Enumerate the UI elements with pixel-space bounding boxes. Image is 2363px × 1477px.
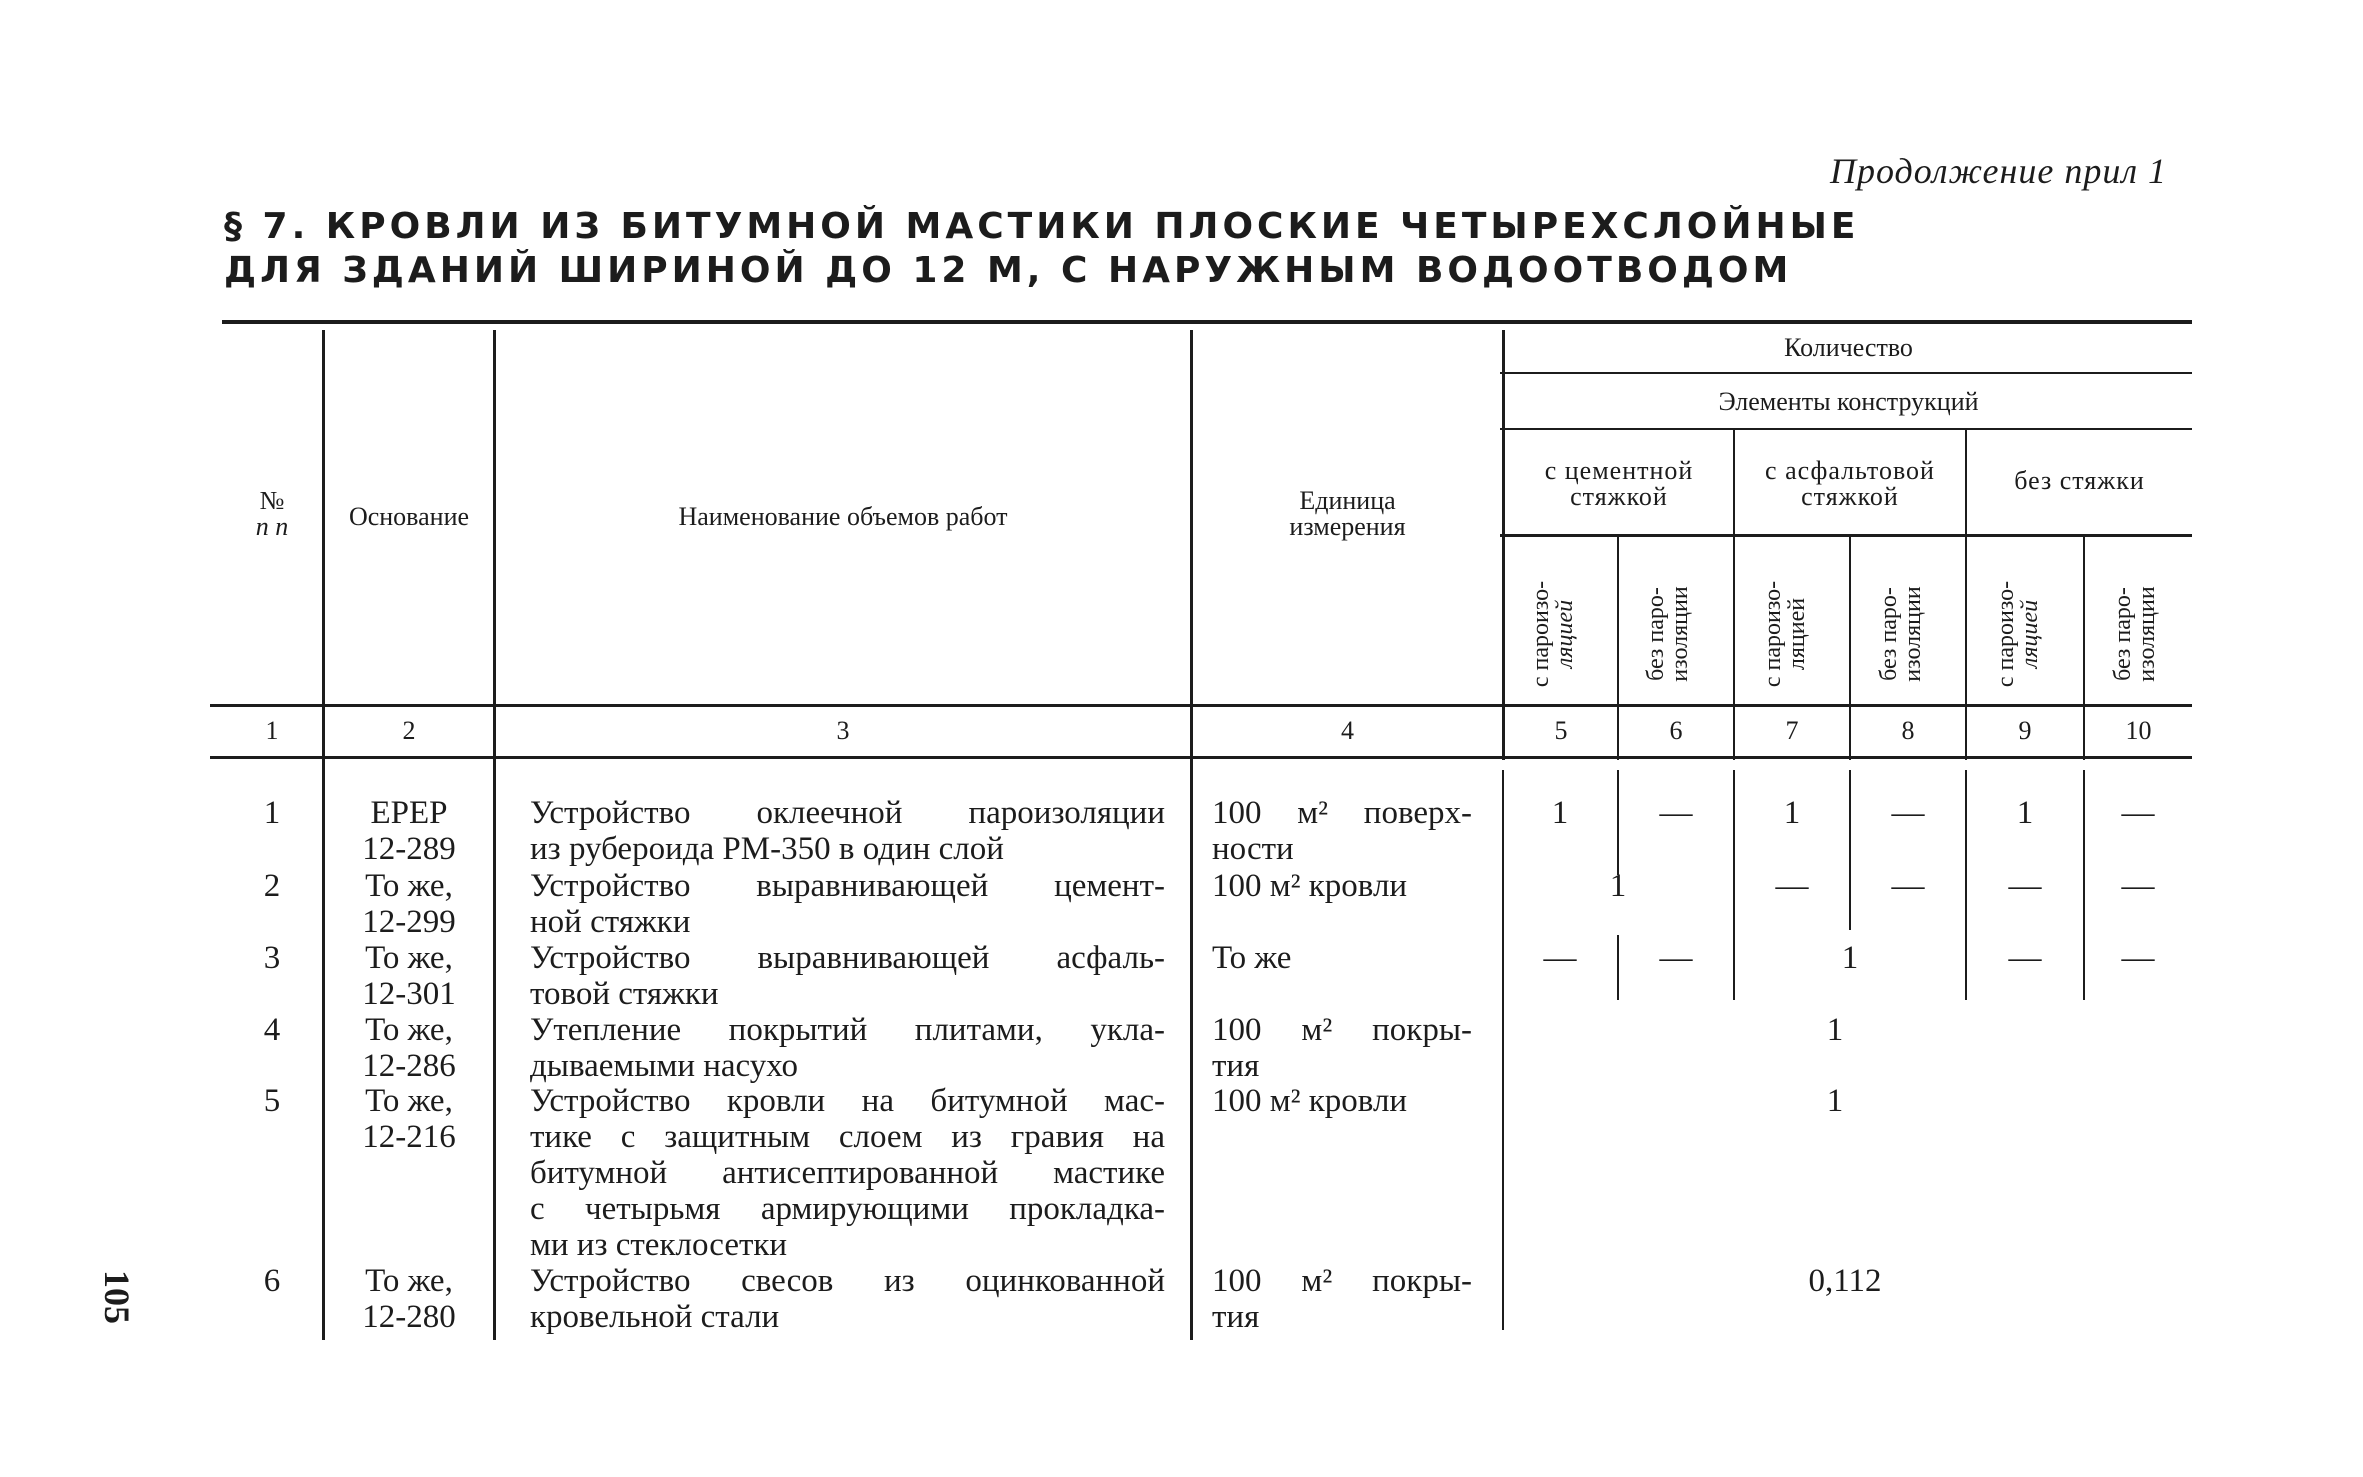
continuation-label: Продолжение прил 1 [1830, 151, 2168, 191]
header-no: № п п [255, 486, 289, 541]
section-title-line-2: ДЛЯ ЗДАНИЙ ШИРИНОЙ ДО 12 М, С НАРУЖНЫМ ВОДООТВОДОМ [224, 250, 1793, 291]
row-number: 4 [263, 1012, 281, 1048]
subheader-col-7: с пароизо- ляцией [1760, 580, 1810, 688]
vline-col-1-2 [322, 330, 325, 1340]
subheader-col-8: без паро- изоляции [1876, 586, 1926, 682]
value-c8: — [1891, 795, 1925, 831]
value-merged-all: 1 [1826, 1083, 1844, 1119]
rule-under-quantity [1500, 372, 2192, 374]
body-vline-c5-6-a [1617, 770, 1619, 875]
subheader-col-5: с пароизо- ляцией [1528, 580, 1578, 688]
col-number-10: 10 [2125, 716, 2152, 745]
rule-under-groups [1500, 534, 2192, 537]
header-group-cement: с цементной стяжкой [1544, 456, 1694, 511]
row-name: Устройство оклеечной пароизоляции из рубероида РМ-350 в один слой [530, 795, 1165, 867]
value-c10: — [2121, 940, 2155, 976]
row-name: Устройство выравнивающей асфаль- товой стяжки [530, 940, 1165, 1012]
row-unit: 100 м² кровли [1212, 1083, 1408, 1119]
vline-col-2-3 [493, 330, 496, 1340]
subheader-col-10: без паро- изоляции [2110, 586, 2160, 682]
col-number-3: 3 [836, 716, 850, 745]
col-number-6: 6 [1669, 716, 1683, 745]
value-c7: 1 [1783, 795, 1801, 831]
row-unit: 100 м² покры- тия [1212, 1263, 1472, 1335]
value-c9: 1 [2016, 795, 2034, 831]
row-name: Устройство свесов из оцинкованной кровельной стали [530, 1263, 1165, 1335]
row-name: Устройство кровли на битумной мас- тике с защитным слоем из гравия на битумной антисептированной мастике с четырьмя армирующими прокладка- ми из стеклосетки [530, 1083, 1165, 1263]
row-unit: 100 м² покры- тия [1212, 1012, 1472, 1084]
row-osnovanie: ЕРЕР 12-289 [362, 795, 456, 867]
body-vline-c9-10 [2083, 770, 2085, 1000]
row-number: 5 [263, 1083, 281, 1119]
section-title-line-1: § 7. КРОВЛИ ИЗ БИТУМНОЙ МАСТИКИ ПЛОСКИЕ ЧЕТЫРЕХСЛОЙНЫЕ [224, 206, 1860, 247]
body-vline-col4-5 [1502, 770, 1504, 1330]
body-vline-c7-8 [1849, 770, 1851, 930]
col-number-2: 2 [402, 716, 416, 745]
row-number: 2 [263, 868, 281, 904]
col-number-8: 8 [1901, 716, 1915, 745]
body-vline-g2-3 [1965, 770, 1967, 1000]
value-c9: — [2008, 940, 2042, 976]
value-c10: — [2121, 868, 2155, 904]
subheader-col-6: без паро- изоляции [1643, 586, 1693, 682]
value-c6: — [1659, 940, 1693, 976]
value-c8: — [1891, 868, 1925, 904]
col-number-4: 4 [1341, 716, 1354, 745]
row-name: Устройство выравнивающей цемент- ной стяжки [530, 868, 1165, 940]
rule-below-col-numbers [210, 756, 2192, 759]
row-osnovanie: То же, 12-280 [362, 1263, 456, 1335]
value-c5: 1 [1551, 795, 1569, 831]
value-c10: — [2121, 795, 2155, 831]
value-merged-all: 0,112 [1808, 1263, 1882, 1299]
row-osnovanie: То же, 12-286 [362, 1012, 456, 1084]
col-number-7: 7 [1785, 716, 1799, 745]
header-unit: Единица измерения [1289, 486, 1406, 541]
row-unit: 100 м² поверх- ности [1212, 795, 1472, 867]
value-cement-merged: 1 [1609, 868, 1627, 904]
header-group-none: без стяжки [2014, 466, 2145, 495]
rule-under-elements [1500, 428, 2192, 430]
row-number: 1 [263, 795, 281, 831]
col-number-1: 1 [265, 716, 279, 745]
row-number: 3 [263, 940, 281, 976]
row-name: Утепление покрытий плитами, укла- дываемыми насухо [530, 1012, 1165, 1084]
body-vline-g1-2 [1733, 770, 1735, 1000]
subheader-col-9: с пароизо- ляцией [1993, 580, 2043, 688]
row-osnovanie: То же, 12-299 [362, 868, 456, 940]
row-osnovanie: То же, 12-301 [362, 940, 456, 1012]
row-number: 6 [263, 1263, 281, 1299]
vline-col-3-4 [1190, 330, 1193, 1340]
header-name: Наименование объемов работ [678, 502, 1008, 531]
col-number-5: 5 [1554, 716, 1568, 745]
value-c5: — [1543, 940, 1577, 976]
page-number: 105 [97, 1270, 137, 1324]
value-c9: — [2008, 868, 2042, 904]
value-c7: — [1775, 868, 1809, 904]
row-osnovanie: То же, 12-216 [362, 1083, 456, 1155]
header-elements: Элементы конструкций [1718, 387, 1979, 416]
header-osnovanie: Основание [348, 502, 470, 531]
table-top-rule [222, 320, 2192, 324]
col-number-9: 9 [2018, 716, 2032, 745]
row-unit: То же [1212, 940, 1292, 976]
value-asphalt-merged: 1 [1841, 940, 1859, 976]
body-vline-c5-6-b [1617, 935, 1619, 1000]
value-c6: — [1659, 795, 1693, 831]
header-quantity: Количество [1784, 333, 1913, 362]
header-group-asphalt: с асфальтовой стяжкой [1765, 456, 1935, 511]
value-merged-all: 1 [1826, 1012, 1844, 1048]
row-unit: 100 м² кровли [1212, 868, 1408, 904]
